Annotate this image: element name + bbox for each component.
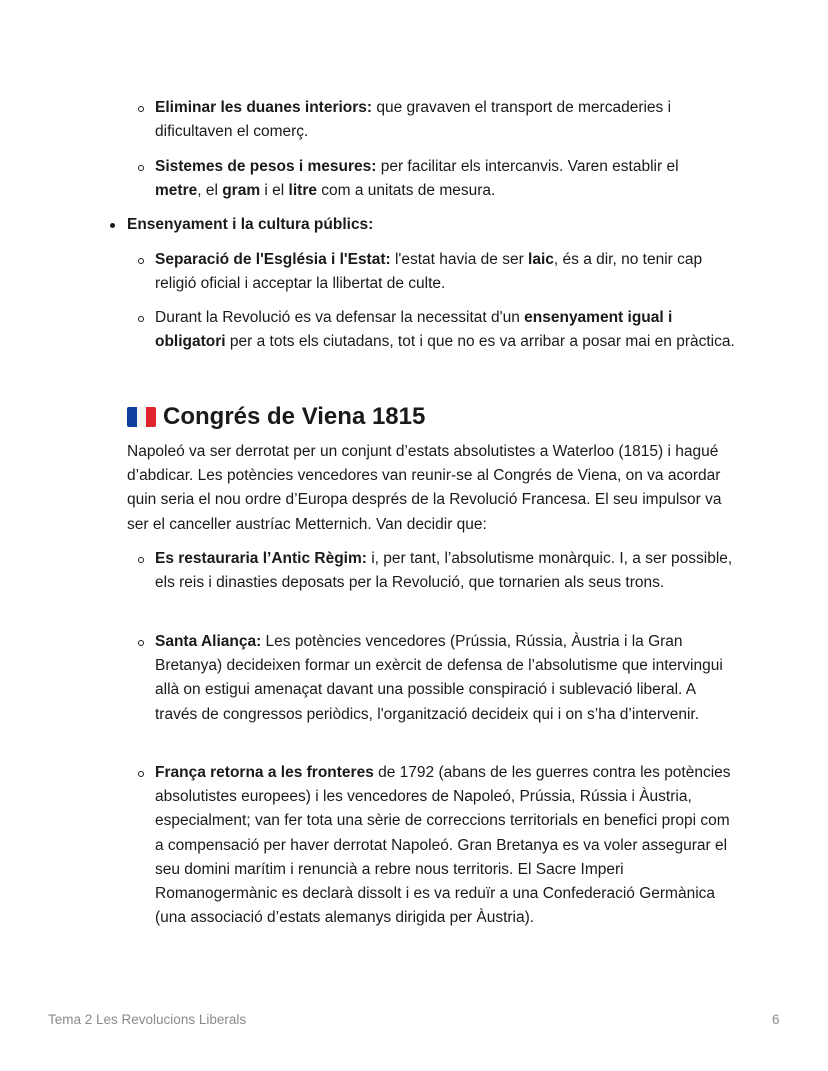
item-heading: Separació de l'Església i l'Estat: [155, 251, 391, 268]
list-item-alianca [155, 630, 740, 727]
item-heading: Sistemes de pesos i mesures: [155, 158, 377, 175]
page-number: 6 [772, 1012, 780, 1027]
item-text: com a unitats de mesura. [316, 182, 496, 200]
list-item-separacio [155, 248, 740, 296]
item-heading: França retorna a les fronteres [155, 764, 374, 781]
intro-paragraph: Napoleó va ser derrotat per un conjunt d’estats absolutistes a Waterloo (1815) i hagué d’abdicar. Les potències vencedores van reunir-se al Congrés de Viena, on va acordar quin seria el nou ordre d’Europa després de la Revolució Francesa. El seu impulsor va ser el canceller austríac Metternich. Van decidir que: [127, 443, 722, 533]
list-item-restauraria [155, 547, 740, 595]
item-heading: Eliminar les duanes interiors: [155, 99, 373, 116]
item-text: l'estat havia de ser [390, 251, 529, 268]
item-text: Durant la Revolució es va defensar la necessitat d'un [155, 309, 525, 326]
section-title: Congrés de Viena 1815 [163, 403, 426, 430]
item-text: de 1792 (abans de les guerres contra les potències absolutistes europees) i les vencedores de Napoleó, Prússia, Rússia i Àustria, especialment; van fer tota una sèrie de correccions territorials en benefici propi com a compensació per haver derrotat Napoleó. Gran Bretanya es va voler assegurar el seu domini marítim i renuncià a rebre nous territoris. El Sacre Imperi Romanogermànic es declarà dissolt i es va reduïr a una Confederació Germànica (una associació d’estats alemanys dirigida per Àustria). [155, 764, 731, 927]
item-text: que gravaven el transport de mercaderies i dificultaven el comerç. [155, 99, 672, 141]
item-heading: Santa Aliança: [155, 633, 262, 650]
item-text: i el [260, 182, 289, 200]
footer-title: Tema 2 Les Revolucions Liberals [48, 1012, 247, 1027]
item-text: Les potències vencedores (Prússia, Rússia, Àustria i la Gran Bretanya) decideixen formar un exèrcit de defensa de l’absolutisme que intervingui allà on estigui amenaçat davant una possible conspiració i sublevació liberal. A través de congressos periòdics, l'organització decideix qui i on s’ha d’intervenir. [155, 633, 723, 723]
list-item-durant [155, 306, 740, 354]
bold-term: metre [155, 182, 198, 200]
list-item-ensenyament: Ensenyament i la cultura públics: [127, 213, 727, 237]
bold-term: ensenyament igual i obligatori [155, 309, 673, 351]
list-item-franca [155, 761, 740, 930]
bold-term: litre [288, 182, 317, 200]
item-heading: Es restauraria l’Antic Règim: [155, 550, 367, 567]
french-flag-icon [127, 407, 156, 427]
section-heading [127, 402, 425, 432]
list-item-duanes [155, 96, 740, 144]
item-text: per facilitar els intercanvis. Varen establir el [376, 158, 679, 175]
item-text: , el [197, 182, 223, 200]
list-item-pesos [155, 155, 715, 203]
item-text: , és a dir, no tenir cap religió oficial i acceptar la llibertat de culte. [155, 251, 703, 293]
bold-term: gram [222, 182, 261, 200]
bold-term: laic [528, 251, 554, 268]
item-text: per a tots els ciutadans, tot i que no es va arribar a posar mai en pràctica. [225, 333, 735, 351]
item-text: i, per tant, l’absolutisme monàrquic. I, a ser possible, els reis i dinasties deposats per la Revolució, que tornarien als seus trons. [155, 550, 733, 592]
